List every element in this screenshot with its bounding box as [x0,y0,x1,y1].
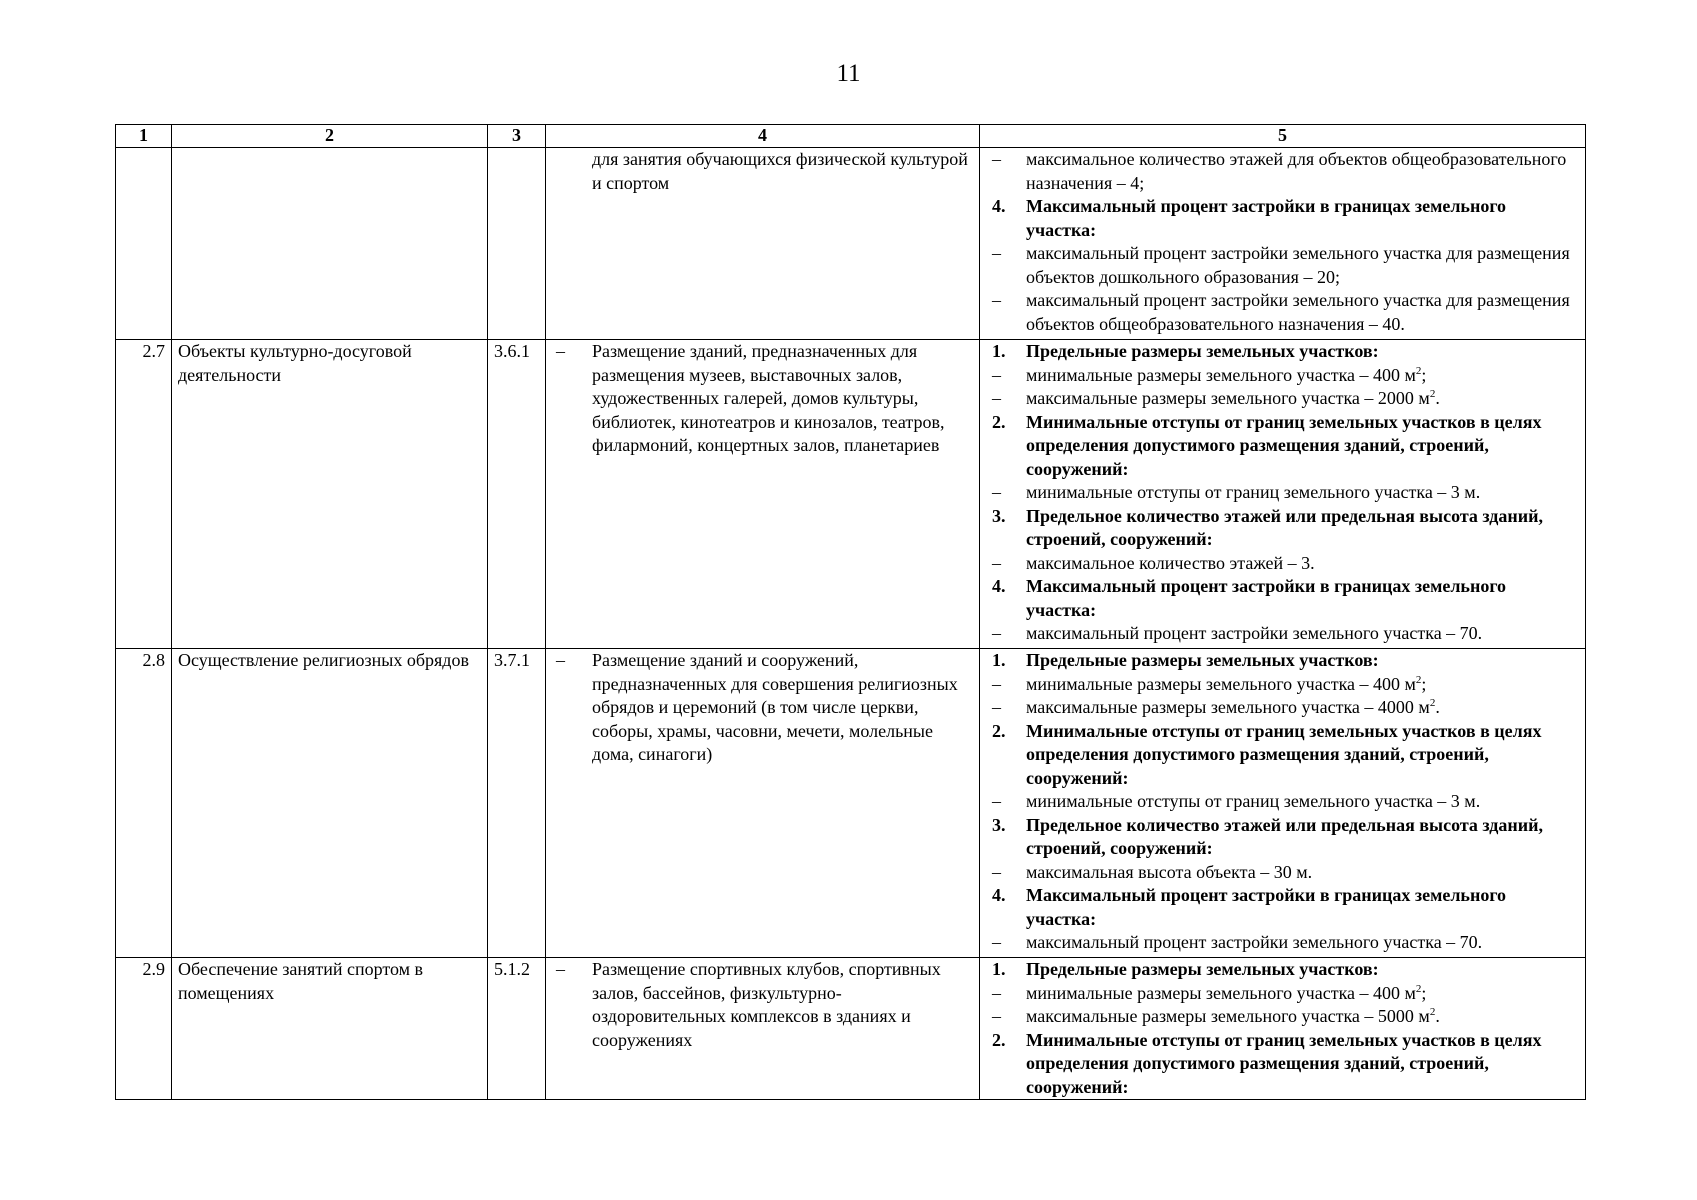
item-text-wrap [1026,622,1579,646]
item-text-wrap [1026,861,1579,885]
item-punctuation: . [1435,388,1440,408]
parameter-item [986,931,1579,955]
item-text-wrap [1026,958,1579,982]
item-text: максимальный процент застройки земельного участка – 70. [1026,623,1483,643]
item-punctuation: ; [1421,364,1427,385]
unit-superscript: 2 [1429,1006,1436,1018]
item-text-wrap [1026,242,1579,289]
item-text: минимальные отступы от границ земельного участка – 3 м. [1026,791,1481,811]
row-number-cell [116,148,172,340]
item-punctuation: ; [1421,982,1427,1003]
table-row [116,148,1586,340]
description-text: Размещение спортивных клубов, спортивных залов, бассейнов, физкультурно-оздоровительных комплексов в зданиях и сооружениях [592,959,941,1050]
column-header-4: 4 [546,125,980,148]
item-text-wrap [1026,289,1579,336]
use-code-cell: 3.6.1 [488,340,546,649]
parameter-heading [986,649,1579,673]
item-number: 2. [992,720,1006,741]
item-text-wrap [1026,195,1579,242]
item-number: 4. [992,885,1006,905]
unit-superscript: 2 [1415,673,1422,686]
description-dash: – [556,341,565,361]
parameter-item [986,790,1579,814]
item-number: 4. [992,196,1006,216]
item-text-wrap [1026,931,1579,955]
use-code-cell [488,148,546,340]
use-type-name-cell [172,148,488,340]
item-text: Минимальные отступы от границ земельных участков в целях определения допустимого размещения зданий, строений, сооружений: [1026,411,1542,479]
item-punctuation: ; [1421,673,1427,694]
item-punctuation: . [1435,697,1440,717]
item-dash: – [992,243,1001,263]
use-type-name-cell: Осуществление религиозных обрядов [172,649,488,958]
table-row [116,958,1586,1100]
parameters-cell [980,148,1586,340]
item-text-wrap [1026,696,1579,720]
item-text-wrap [1026,982,1579,1006]
item-punctuation: . [1435,1006,1440,1026]
item-text-wrap [1026,1005,1579,1029]
item-text-wrap [1026,720,1579,791]
parameter-item [986,387,1579,411]
item-number: 1. [992,650,1006,670]
unit-superscript: 2 [1415,982,1422,995]
parameter-heading [986,195,1579,242]
item-text: минимальные размеры земельного участка – 400 м [1026,364,1416,385]
parameter-heading [986,505,1579,552]
unit-superscript: 2 [1429,388,1436,400]
item-text: Предельное количество этажей или предельная высота зданий, строений, сооружений: [1026,814,1544,858]
item-text: максимальный процент застройки земельного участка – 70. [1026,932,1483,952]
item-number: 3. [992,814,1006,835]
item-dash: – [992,290,1001,310]
parameter-item [986,552,1579,576]
parameter-item [986,861,1579,885]
parameter-item [986,622,1579,646]
parameter-heading [986,884,1579,931]
item-dash: – [992,552,1001,573]
item-dash: – [992,1006,1001,1026]
row-number-cell: 2.9 [116,958,172,1100]
item-text-wrap [1026,340,1579,364]
item-text: максимальные размеры земельного участка – 2000 м [1026,388,1430,408]
parameter-item [986,696,1579,720]
parameter-item [986,289,1579,336]
item-dash: – [992,697,1001,717]
item-text: минимальные размеры земельного участка – 400 м [1026,673,1416,694]
item-number: 1. [992,341,1006,361]
item-text: максимальный процент застройки земельного участка для размещения объектов общеобразовательного назначения – 40. [1026,290,1570,334]
use-description-cell [546,148,980,340]
item-number: 2. [992,411,1006,432]
item-text: максимальные размеры земельного участка – 5000 м [1026,1006,1430,1026]
use-type-name-cell: Объекты культурно-досуговой деятельности [172,340,488,649]
item-text: Минимальные отступы от границ земельных участков в целях определения допустимого размещения зданий, строений, сооружений: [1026,720,1542,788]
page-number: 11 [836,60,861,87]
item-dash: – [992,482,1001,502]
description-dash: – [556,650,565,670]
item-dash: – [992,861,1001,882]
unit-superscript: 2 [1429,697,1436,709]
item-text-wrap [1026,387,1579,411]
use-code-cell: 3.7.1 [488,649,546,958]
use-description-cell [546,958,980,1100]
unit-superscript: 2 [1415,364,1422,377]
item-text-wrap [1026,552,1579,576]
parameter-heading [986,1029,1579,1100]
use-description-cell [546,649,980,958]
item-text-wrap [1026,649,1579,673]
item-text: максимальные размеры земельного участка – 4000 м [1026,697,1430,717]
column-header-3: 3 [488,125,546,148]
use-code-cell: 5.1.2 [488,958,546,1100]
parameter-item [986,242,1579,289]
table-header-row [116,125,1586,148]
description-text: Размещение зданий и сооружений, предназначенных для совершения религиозных обрядов и церемоний (в том числе церкви, соборы, храмы, часовни, мечети, молельные дома, синагоги) [592,650,958,764]
item-dash: – [992,982,1001,1003]
item-text: Минимальные отступы от границ земельных участков в целях определения допустимого размещения зданий, строений, сооружений: [1026,1029,1542,1097]
parameter-heading [986,340,1579,364]
parameter-item [986,982,1579,1006]
description-text: Размещение зданий, предназначенных для размещения музеев, выставочных залов, художественных галерей, домов культуры, библиотек, кинотеатров и кинозалов, театров, филармоний, концертных залов, планетариев [592,341,945,455]
item-text-wrap [1026,814,1579,861]
description-dash: – [556,959,565,979]
column-header-1: 1 [116,125,172,148]
item-text-wrap [1026,1029,1579,1100]
item-text: максимальная высота объекта – 30 м. [1026,861,1313,882]
item-number: 2. [992,1029,1006,1050]
item-text: максимальное количество этажей для объектов общеобразовательного назначения – 4; [1026,149,1567,193]
item-text-wrap [1026,575,1579,622]
item-text: Максимальный процент застройки в границах земельного участка: [1026,576,1507,620]
item-dash: – [992,673,1001,694]
item-text: Предельные размеры земельных участков: [1026,959,1379,979]
item-text-wrap [1026,411,1579,482]
item-text-wrap [1026,884,1579,931]
item-text: максимальное количество этажей – 3. [1026,552,1315,573]
parameter-heading [986,958,1579,982]
item-dash: – [992,388,1001,408]
parameter-item [986,364,1579,388]
parameters-cell [980,340,1586,649]
parameter-item [986,481,1579,505]
item-text-wrap [1026,364,1579,388]
parameters-cell [980,958,1586,1100]
item-dash: – [992,932,1001,952]
description-text: для занятия обучающихся физической культурой и спортом [592,149,968,193]
item-number: 1. [992,959,1006,979]
item-text: максимальный процент застройки земельного участка для размещения объектов дошкольного образования – 20; [1026,243,1570,287]
item-text: Максимальный процент застройки в границах земельного участка: [1026,885,1507,929]
column-header-2: 2 [172,125,488,148]
item-text: Предельное количество этажей или предельная высота зданий, строений, сооружений: [1026,505,1544,549]
regulations-table [115,124,1586,1100]
item-dash: – [992,149,1001,169]
item-number: 4. [992,576,1006,596]
parameter-heading [986,814,1579,861]
item-dash: – [992,791,1001,811]
item-text-wrap [1026,148,1579,195]
parameter-heading [986,411,1579,482]
item-text-wrap [1026,790,1579,814]
item-text: Максимальный процент застройки в границах земельного участка: [1026,196,1507,240]
item-text: Предельные размеры земельных участков: [1026,341,1379,361]
parameter-item [986,1005,1579,1029]
item-dash: – [992,623,1001,643]
use-type-name-cell: Обеспечение занятий спортом в помещениях [172,958,488,1100]
item-text-wrap [1026,673,1579,697]
item-text: минимальные размеры земельного участка – 400 м [1026,982,1416,1003]
table-row [116,649,1586,958]
item-text-wrap [1026,481,1579,505]
parameter-item [986,673,1579,697]
use-description-cell [546,340,980,649]
item-dash: – [992,364,1001,385]
parameter-heading [986,720,1579,791]
parameter-item [986,148,1579,195]
item-number: 3. [992,505,1006,526]
column-header-5: 5 [980,125,1586,148]
item-text: минимальные отступы от границ земельного участка – 3 м. [1026,482,1481,502]
item-text: Предельные размеры земельных участков: [1026,650,1379,670]
row-number-cell: 2.7 [116,340,172,649]
table-row [116,340,1586,649]
parameter-heading [986,575,1579,622]
parameters-cell [980,649,1586,958]
row-number-cell: 2.8 [116,649,172,958]
item-text-wrap [1026,505,1579,552]
